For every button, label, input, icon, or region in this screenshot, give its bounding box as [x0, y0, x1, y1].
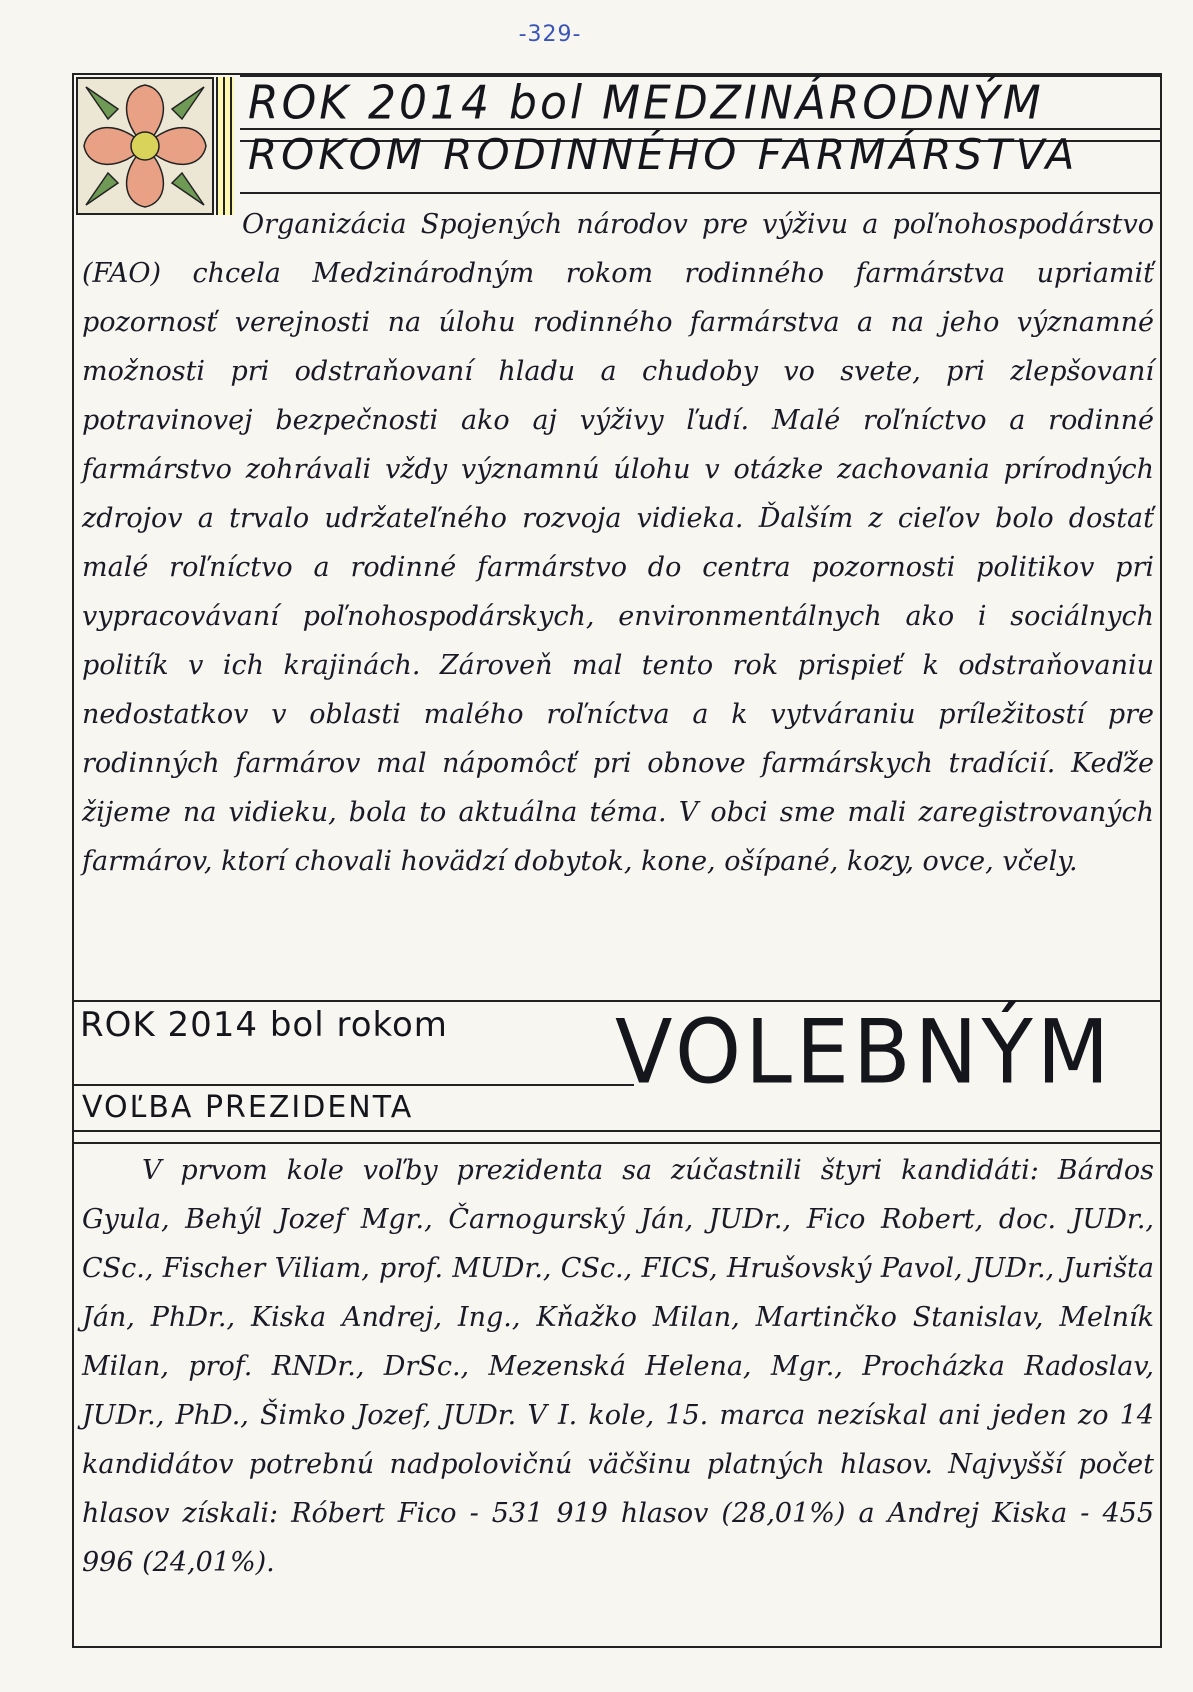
flower-icon — [78, 79, 212, 213]
section2-heading-big: VOLEBNÝM — [615, 1000, 1114, 1104]
subheading-volba-prezidenta: VOĽBA PREZIDENTA — [82, 1090, 414, 1125]
section2-rule-bottom-2 — [74, 1142, 1160, 1144]
heading-line-2: ROKOM RODINNÉHO FARMÁRSTVA — [248, 130, 1079, 179]
paragraph-election-text: V prvom kole voľby prezidenta sa zúčastnili štyri kandidáti: Bárdos Gyula, Behýl Jozef Mgr., Čarnogurský Ján, JUDr., Fico Robert, doc. JUDr., CSc., Fischer Viliam, prof. MUDr., CSc., FICS, Hrušovský Pavol, JUDr., Jurišta Ján, PhDr., Kiska Andrej, Ing., Kňažko Milan, Martinčko Stanislav, Melník Milan, prof. RNDr., DrSc., Mezenská Helena, Mgr., Procházka Radoslav, JUDr., PhD., Šimko Jozef, JUDr. V I. kole, 15. marca nezískal ani jeden zo 14 kandidátov potrebnú nadpolovičnú väčšinu platných hlasov. Najvyšší počet hlasov získali: Róbert Fico - 531 919 hlasov (28,01%) a Andrej Kiska - 455 996 (24,01%). — [82, 1155, 1154, 1578]
decorative-stripes — [216, 77, 234, 215]
heading-rule-bottom — [240, 192, 1162, 194]
paragraph-fao — [82, 200, 1154, 886]
page-number: -329- — [518, 22, 582, 47]
flower-ornament-icon — [76, 77, 214, 215]
section2-rule-mid — [74, 1084, 634, 1086]
paragraph-fao-text: Organizácia Spojených národov pre výživu a poľnohospodárstvo (FAO) chcela Medzinárodným rokom rodinného farmárstva upriamiť pozornosť verejnosti na úlohu rodinného farmárstva a na jeho významné možnosti pri odstraňovaní hladu a chudoby vo svete, pri zlepšovaní potravinovej bezpečnosti ako aj výživy ľudí. Malé roľníctvo a rodinné farmárstvo zohrávali vždy významnú úlohu v otázke zachovania prírodných zdrojov a trvalo udržateľného rozvoja vidieka. Ďalším z cieľov bolo dostať malé roľníctvo a rodinné farmárstvo do centra pozornosti politikov pri vypracovávaní poľnohospodárskych, environmentálnych ako i sociálnych politík v ich krajinách. Zároveň mal tento rok prispieť k odstraňovaniu nedostatkov v oblasti malého roľníctva a k vytváraniu príležitostí pre rodinných farmárov mal nápomôcť pri obnove farmárskych tradícií. Keďže žijeme na vidieku, bola to aktuálna téma. V obci sme mali zaregistrovaných farmárov, ktorí chovali hovädzí dobytok, kone, ošípané, kozy, ovce, včely. — [82, 209, 1154, 877]
section2-rule-bottom — [74, 1130, 1160, 1132]
heading-line-1: ROK 2014 bol MEDZINÁRODNÝM — [248, 76, 1044, 131]
paragraph-election — [82, 1146, 1154, 1587]
section2-heading-small: ROK 2014 bol rokom — [80, 1005, 448, 1045]
